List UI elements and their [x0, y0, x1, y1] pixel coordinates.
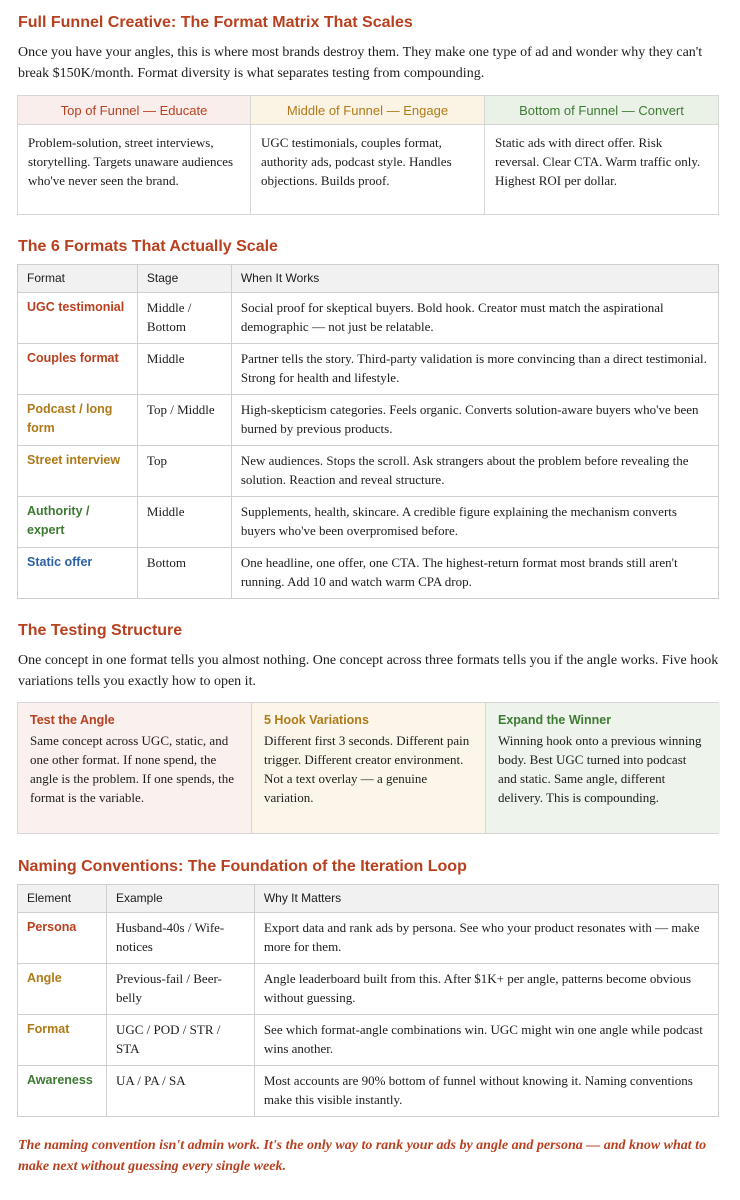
naming-element: Awareness: [18, 1066, 107, 1117]
col-header-example: Example: [106, 885, 254, 913]
format-stage: Top: [137, 446, 231, 497]
format-stage: Middle: [137, 344, 231, 395]
format-stage: Bottom: [137, 548, 231, 599]
testing-steps: [17, 702, 719, 834]
test-step-hooks: [252, 703, 486, 833]
section-title-testing-structure: The Testing Structure: [18, 622, 183, 639]
test-step-body: Winning hook onto a previous winning body. Best UGC turned into podcast and static. Same angle, different delivery. This is compounding.: [498, 733, 702, 805]
table-row: [18, 446, 719, 497]
naming-why: Most accounts are 90% bottom of funnel without knowing it. Naming conventions make this visible instantly.: [254, 1066, 718, 1117]
format-name: UGC testimonial: [18, 293, 138, 344]
table-row: [18, 395, 719, 446]
format-when: Supplements, health, skincare. A credible figure explaining the mechanism converts buyers who've been overpromised before.: [231, 497, 718, 548]
naming-element: Format: [18, 1015, 107, 1066]
format-matrix-intro: Once you have your angles, this is where most brands destroy them. They make one type of ad and wonder why they can't break $150K/month. Format diversity is what separates testing from compounding.: [18, 45, 703, 81]
test-step-title: Expand the Winner: [498, 713, 612, 727]
naming-table: [17, 884, 719, 1117]
format-when: Social proof for skeptical buyers. Bold hook. Creator must match the aspirational demographic — not just be relatable.: [231, 293, 718, 344]
col-header-format: Format: [18, 265, 138, 293]
table-row: [18, 497, 719, 548]
section-title-naming-conventions: Naming Conventions: The Foundation of the Iteration Loop: [18, 858, 467, 875]
closing-statement: The naming convention isn't admin work. It's the only way to rank your ads by angle and persona — and know what to make next without guessing every single week.: [18, 1138, 707, 1174]
naming-why: Angle leaderboard built from this. After $1K+ per angle, patterns become obvious without guessing.: [254, 964, 718, 1015]
col-header-element: Element: [18, 885, 107, 913]
test-step-title: 5 Hook Variations: [264, 713, 369, 727]
naming-why: See which format-angle combinations win. UGC might win one angle while podcast wins another.: [254, 1015, 718, 1066]
format-name: Couples format: [18, 344, 138, 395]
table-row: [18, 1015, 719, 1066]
table-row: [18, 1066, 719, 1117]
format-name: Static offer: [18, 548, 138, 599]
format-name: Street interview: [18, 446, 138, 497]
funnel-stage-table: [17, 95, 719, 215]
naming-table-header: [18, 885, 719, 913]
col-header-why: Why It Matters: [254, 885, 718, 913]
format-stage: Middle / Bottom: [137, 293, 231, 344]
section-title-format-matrix: Full Funnel Creative: The Format Matrix That Scales: [18, 14, 413, 31]
formats-table: [17, 264, 719, 599]
test-step-expand: [486, 703, 720, 833]
naming-why: Export data and rank ads by persona. See who your product resonates with — make more for them.: [254, 913, 718, 964]
table-row: [18, 913, 719, 964]
format-when: Partner tells the story. Third-party validation is more convincing than a direct testimonial. Strong for health and lifestyle.: [231, 344, 718, 395]
table-row: [18, 344, 719, 395]
funnel-header-top: Top of Funnel — Educate: [18, 96, 251, 125]
col-header-when: When It Works: [231, 265, 718, 293]
test-step-angle: [18, 703, 252, 833]
funnel-header-bottom: Bottom of Funnel — Convert: [485, 96, 718, 125]
format-when: One headline, one offer, one CTA. The highest-return format most brands still aren't running. Add 10 and watch warm CPA drop.: [231, 548, 718, 599]
naming-example: UA / PA / SA: [106, 1066, 254, 1117]
section-title-six-formats: The 6 Formats That Actually Scale: [18, 238, 278, 255]
funnel-body-top: Problem-solution, street interviews, storytelling. Targets unaware audiences who've never seen the brand.: [18, 125, 251, 214]
format-when: New audiences. Stops the scroll. Ask strangers about the problem before revealing the solution. Reaction and reveal structure.: [231, 446, 718, 497]
naming-element: Persona: [18, 913, 107, 964]
formats-table-header: [18, 265, 719, 293]
naming-element: Angle: [18, 964, 107, 1015]
naming-example: Husband-40s / Wife-notices: [106, 913, 254, 964]
naming-example: Previous-fail / Beer-belly: [106, 964, 254, 1015]
naming-example: UGC / POD / STR / STA: [106, 1015, 254, 1066]
test-step-body: Same concept across UGC, static, and one other format. If none spend, the angle is the problem. If one spends, the format is the variable.: [30, 733, 234, 805]
test-step-title: Test the Angle: [30, 713, 115, 727]
format-name: Podcast / long form: [18, 395, 138, 446]
funnel-body-middle: UGC testimonials, couples format, authority ads, podcast style. Handles objections. Builds proof.: [251, 125, 485, 214]
col-header-stage: Stage: [137, 265, 231, 293]
format-name: Authority / expert: [18, 497, 138, 548]
format-stage: Middle: [137, 497, 231, 548]
format-when: High-skepticism categories. Feels organic. Converts solution-aware buyers who've been burned by previous products.: [231, 395, 718, 446]
funnel-header-middle: Middle of Funnel — Engage: [251, 96, 485, 125]
test-step-body: Different first 3 seconds. Different pain trigger. Different creator environment. Not a text overlay — a genuine variation.: [264, 733, 470, 805]
testing-structure-intro: One concept in one format tells you almost nothing. One concept across three formats tells you if the angle works. Five hook variations tells you exactly how to open it.: [18, 653, 719, 689]
table-row: [18, 293, 719, 344]
table-row: [18, 964, 719, 1015]
format-stage: Top / Middle: [137, 395, 231, 446]
funnel-body-bottom: Static ads with direct offer. Risk reversal. Clear CTA. Warm traffic only. Highest ROI per dollar.: [495, 135, 701, 188]
table-row: [18, 548, 719, 599]
